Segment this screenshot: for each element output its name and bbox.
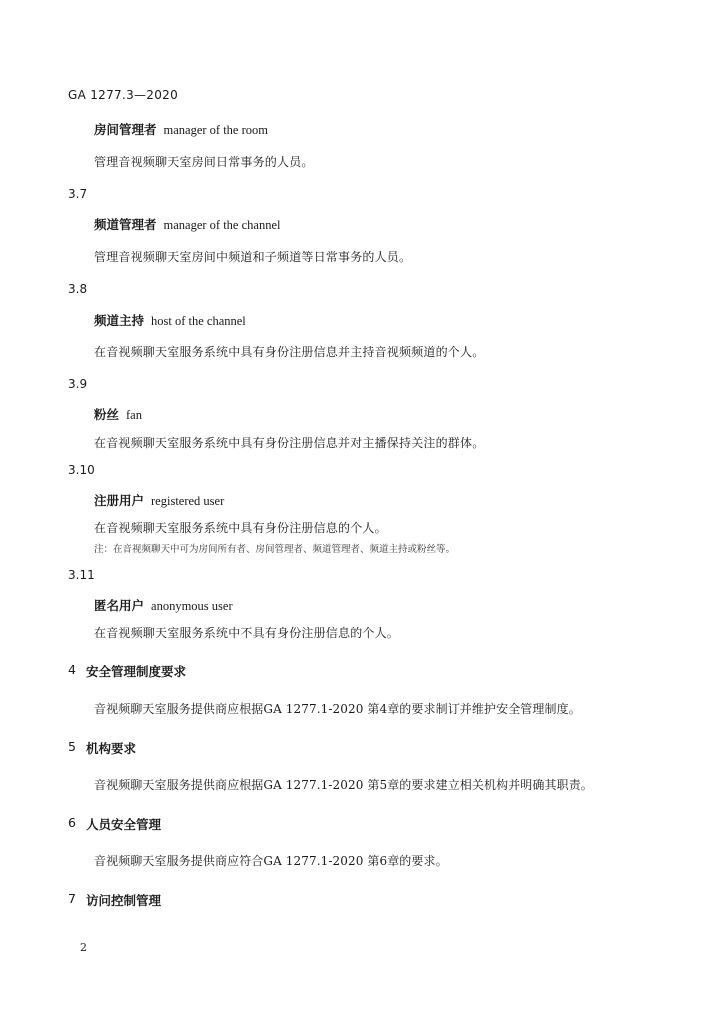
term-en: manager of the channel <box>163 218 281 232</box>
chapter-number: 6 <box>68 815 76 830</box>
term-zh: 频道管理者 <box>94 217 157 232</box>
term-registered-user <box>94 491 224 509</box>
term-definition: 管理音视频聊天室房间日常事务的人员。 <box>94 155 314 169</box>
chapter-title: 人员安全管理 <box>86 817 162 832</box>
term-en: manager of the room <box>163 123 268 137</box>
chapter-title: 访问控制管理 <box>86 893 162 908</box>
term-en: host of the channel <box>151 314 246 328</box>
chapter-number: 5 <box>68 739 76 754</box>
term-en: anonymous user <box>151 599 233 613</box>
clause-number: 3.10 <box>68 463 95 477</box>
chapter-paragraph: 音视频聊天室服务提供商应符合GA 1277.1-2020 第6章的要求。 <box>94 854 448 868</box>
term-en: fan <box>126 408 142 422</box>
chapter-number: 7 <box>68 891 76 906</box>
term-channel-host <box>94 311 246 329</box>
clause-number: 3.8 <box>68 282 88 296</box>
document-header: GA 1277.3—2020 <box>68 88 179 102</box>
term-definition: 在音视频聊天室服务系统中具有身份注册信息并对主播保持关注的群体。 <box>94 436 485 450</box>
term-note: 注：在音视频聊天中可为房间所有者、房间管理者、频道管理者、频道主持或粉丝等。 <box>94 544 456 555</box>
term-zh: 频道主持 <box>94 313 145 328</box>
term-anonymous-user <box>94 596 233 614</box>
chapter-paragraph: 音视频聊天室服务提供商应根据GA 1277.1-2020 第4章的要求制订并维护安全管理制度。 <box>94 702 581 716</box>
page-number: 2 <box>80 941 87 954</box>
term-channel-manager <box>94 215 280 233</box>
term-en: registered user <box>151 494 225 508</box>
chapter-title: 机构要求 <box>86 741 137 756</box>
term-zh: 匿名用户 <box>94 598 145 613</box>
term-definition: 在音视频聊天室服务系统中不具有身份注册信息的个人。 <box>94 626 400 640</box>
term-definition: 在音视频聊天室服务系统中具有身份注册信息并主持音视频频道的个人。 <box>94 345 485 359</box>
term-zh: 注册用户 <box>94 493 145 508</box>
chapter-title: 安全管理制度要求 <box>86 664 187 679</box>
chapter-number: 4 <box>68 662 76 677</box>
term-fan <box>94 405 142 423</box>
chapter-paragraph: 音视频聊天室服务提供商应根据GA 1277.1-2020 第5章的要求建立相关机构并明确其职责。 <box>94 778 593 792</box>
term-definition: 管理音视频聊天室房间中频道和子频道等日常事务的人员。 <box>94 250 412 264</box>
clause-number: 3.11 <box>68 568 95 582</box>
term-zh: 粉丝 <box>94 407 120 422</box>
term-definition: 在音视频聊天室服务系统中具有身份注册信息的个人。 <box>94 521 387 535</box>
clause-number: 3.7 <box>68 187 88 201</box>
term-room-manager <box>94 120 268 138</box>
clause-number: 3.9 <box>68 377 88 391</box>
term-zh: 房间管理者 <box>94 122 157 137</box>
